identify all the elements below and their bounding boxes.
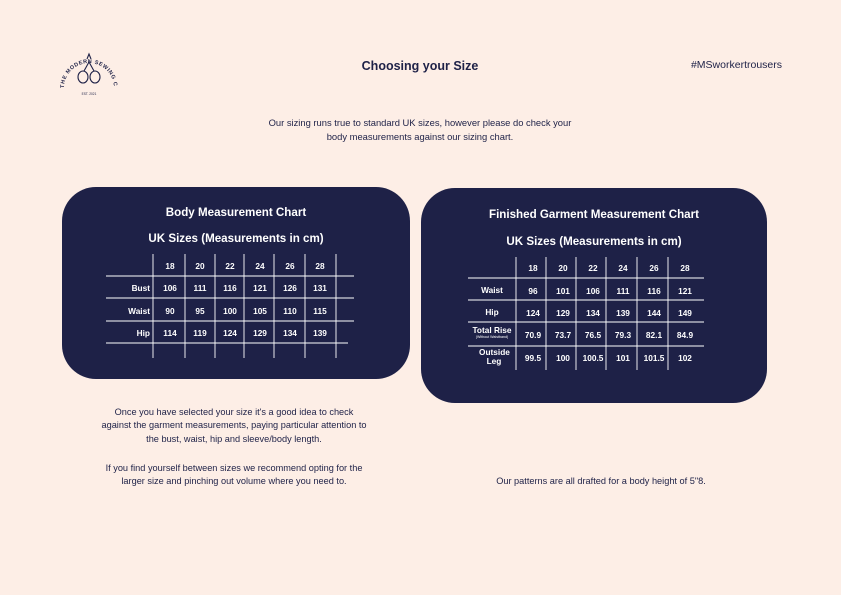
body-chart-subtitle: UK Sizes (Measurements in cm) bbox=[148, 232, 324, 245]
table-cell: 119 bbox=[193, 328, 207, 338]
size-header: 20 bbox=[558, 263, 568, 273]
size-header: 20 bbox=[195, 261, 205, 271]
garment-chart-title: Finished Garment Measurement Chart bbox=[488, 208, 700, 221]
table-cell: 70.9 bbox=[524, 330, 542, 340]
table-cell: 116 bbox=[223, 283, 237, 293]
table-cell: 111 bbox=[616, 286, 630, 296]
table-cell: 124 bbox=[223, 328, 237, 338]
table-cell: 124 bbox=[526, 308, 540, 318]
table-cell: 111 bbox=[193, 283, 207, 293]
size-header: 18 bbox=[528, 263, 538, 273]
size-header: 22 bbox=[225, 261, 235, 271]
table-cell: 82.1 bbox=[645, 330, 663, 340]
table-cell: 110 bbox=[283, 306, 297, 316]
table-cell: 90 bbox=[165, 306, 175, 316]
brand-est: EST. 2021 bbox=[81, 92, 97, 96]
table-cell: 99.5 bbox=[524, 353, 542, 363]
size-header: 26 bbox=[649, 263, 659, 273]
table-cell: 79.3 bbox=[614, 330, 632, 340]
table-cell: 105 bbox=[253, 306, 267, 316]
table-cell: 101.5 bbox=[643, 353, 665, 363]
table-cell: 116 bbox=[647, 286, 661, 296]
hashtag: #MSworkertrousers bbox=[690, 59, 782, 71]
advice-paragraph: Once you have selected your size it's a good idea to check against the garment measurements, paying particular attention to the bust, waist, hip and sleeve/body length. bbox=[101, 407, 367, 444]
size-header: 28 bbox=[680, 263, 690, 273]
intro-text: Our sizing runs true to standard UK sizes, however please do check your body measurements against our sizing chart. bbox=[268, 117, 572, 142]
row-label: Outside Leg bbox=[479, 347, 510, 366]
table-cell: 100 bbox=[223, 306, 237, 316]
table-cell: 126 bbox=[283, 283, 297, 293]
table-cell: 106 bbox=[586, 286, 600, 296]
garment-measurement-card bbox=[421, 188, 767, 403]
brand-logo bbox=[56, 40, 122, 98]
row-label: Waist bbox=[481, 285, 503, 295]
scissors-icon bbox=[78, 54, 100, 83]
row-label: Hip bbox=[136, 328, 150, 338]
table-cell: 102 bbox=[678, 353, 692, 363]
table-cell: 149 bbox=[678, 308, 692, 318]
size-header: 28 bbox=[315, 261, 325, 271]
row-label: Waist bbox=[128, 306, 150, 316]
size-header: 22 bbox=[588, 263, 598, 273]
table-cell: 106 bbox=[163, 283, 177, 293]
row-label: Bust bbox=[131, 283, 150, 293]
table-cell: 101 bbox=[556, 286, 570, 296]
garment-chart-subtitle: UK Sizes (Measurements in cm) bbox=[506, 235, 682, 248]
table-cell: 84.9 bbox=[676, 330, 694, 340]
table-cell: 144 bbox=[647, 308, 661, 318]
table-cell: 115 bbox=[313, 306, 327, 316]
table-cell: 131 bbox=[313, 283, 327, 293]
table-cell: 134 bbox=[586, 308, 600, 318]
row-label-note: (Without Waistband) bbox=[475, 335, 509, 339]
table-cell: 76.5 bbox=[584, 330, 602, 340]
table-cell: 129 bbox=[556, 308, 570, 318]
size-header: 18 bbox=[165, 261, 175, 271]
advice-paragraph: If you find yourself between sizes we recommend opting for the larger size and pinching out volume where you need to. bbox=[105, 463, 363, 487]
table-cell: 100.5 bbox=[582, 353, 604, 363]
row-label bbox=[468, 326, 516, 340]
table-cell: 121 bbox=[253, 283, 267, 293]
page-title: Choosing your Size bbox=[361, 59, 479, 73]
brand-name: THE MODERN SEWING C bbox=[59, 58, 119, 89]
table-cell: 114 bbox=[163, 328, 177, 338]
size-header: 24 bbox=[255, 261, 265, 271]
table-cell: 139 bbox=[616, 308, 630, 318]
size-header: 24 bbox=[618, 263, 628, 273]
table-cell: 129 bbox=[253, 328, 267, 338]
table-cell: 134 bbox=[283, 328, 297, 338]
table-cell: 101 bbox=[616, 353, 630, 363]
body-chart-title: Body Measurement Chart bbox=[165, 206, 307, 219]
table-cell: 73.7 bbox=[554, 330, 572, 340]
table-cell: 95 bbox=[195, 306, 205, 316]
body-measurement-card bbox=[62, 187, 410, 379]
row-label: Hip bbox=[485, 307, 499, 317]
size-header: 26 bbox=[285, 261, 295, 271]
row-label-text: Total Rise bbox=[472, 325, 512, 335]
table-cell: 100 bbox=[556, 353, 570, 363]
table-cell: 96 bbox=[528, 286, 538, 296]
table-cell: 121 bbox=[678, 286, 692, 296]
height-footnote: Our patterns are all drafted for a body height of 5"8. bbox=[496, 476, 706, 486]
table-cell: 139 bbox=[313, 328, 327, 338]
